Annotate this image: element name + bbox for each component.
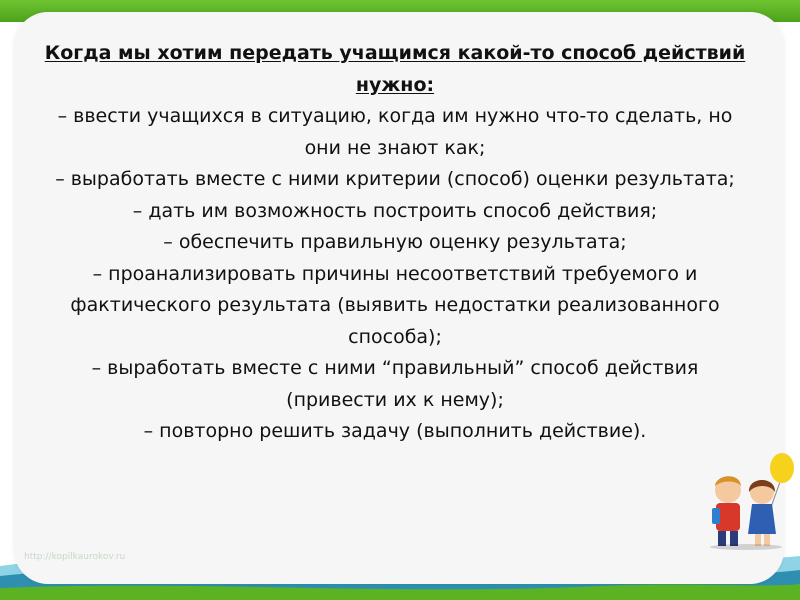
list-item: – выработать вместе с ними критерии (способ) оценки результата;: [55, 168, 735, 190]
list-item: – дать им возможность построить способ действия;: [132, 199, 658, 222]
watermark-url: http://kopilkaurokov.ru: [24, 552, 126, 562]
list-item: – проанализировать причины несоответствий требуемого и фактического результата (выявить недостатки реализованного способа);: [70, 262, 720, 348]
list-item: – обеспечить правильную оценку результата;: [163, 231, 627, 253]
school-children-icon: [700, 452, 796, 550]
list-item: – повторно решить задачу (выполнить действие).: [143, 420, 647, 442]
slide-body: [40, 38, 750, 448]
list-item: – выработать вместе с ними “правильный” способ действия (привести их к нему);: [91, 357, 699, 411]
list-item: – ввести учащихся в ситуацию, когда им нужно что-то сделать, но они не знают как;: [57, 105, 733, 159]
slide-heading: Когда мы хотим передать учащимся какой-то способ действий нужно:: [44, 42, 746, 96]
